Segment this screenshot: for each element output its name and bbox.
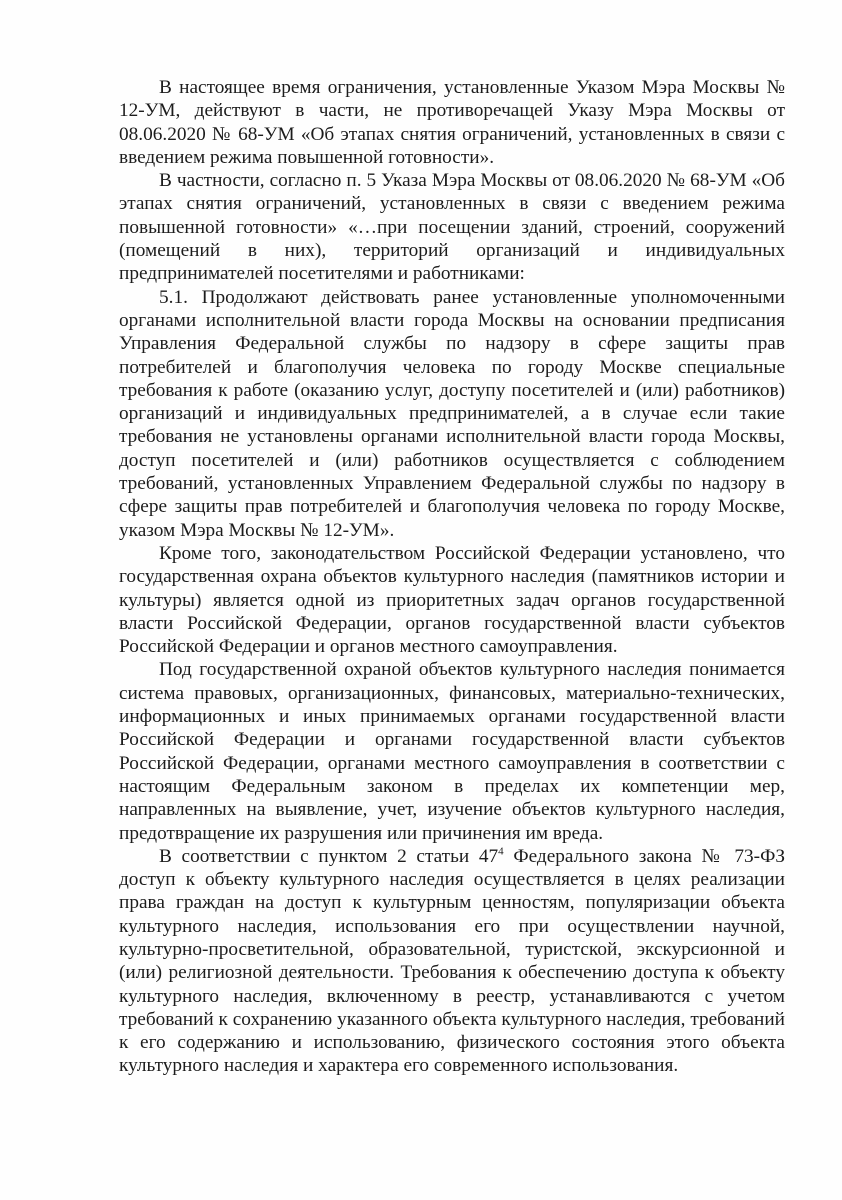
paragraph-access-law-73-rest: Федерального закона № 73-ФЗ доступ к объекту культурного наследия осуществляется в целях реализации права граждан на доступ к культурным ценностям, популяризации объекта культурного наследия, использования его при осуществлении научной, культурно-просветительной, образовательной, туристской, экскурсионной и (или) религиозной деятельности. Требования к обеспечению доступа к объекту культурного наследия, включенному в реестр, устанавливаются с учетом требований к сохранению указанного объекта культурного наследия, требований к его содержанию и использованию, физического состояния этого объекта культурного наследия и характера его современного использования. [119, 845, 785, 1077]
paragraph-state-protection-definition: Под государственной охраной объектов культурного наследия понимается система правовых, организационных, финансовых, материально-технических, информационных и иных принимаемых органами государственной власти Российской Федерации и органами государственной власти субъектов Российской Федерации, органами местного самоуправления в соответствии с настоящим Федеральным законом в пределах их компетенции мер, направленных на выявление, учет, изучение объектов культурного наследия, предотвращение их разрушения или причинения им вреда. [119, 659, 785, 844]
paragraph-access-law-73-start: В соответствии с пунктом 2 статьи 47 [159, 845, 499, 867]
paragraph-heritage-protection: Кроме того, законодательством Российской Федерации установлено, что государственная охрана объектов культурного наследия (памятников истории и культуры) является одной из приоритетных задач органов государственной власти Российской Федерации, органов государственной власти субъектов Российской Федерации и органов местного самоуправления. [119, 542, 785, 658]
paragraph-restrictions: В настоящее время ограничения, установленные Указом Мэра Москвы № 12-УМ, действуют в части, не противоречащей Указу Мэра Москвы от 08.06.2020 № 68-УМ «Об этапах снятия ограничений, установленных в связи с введением режима повышенной готовности». [119, 77, 785, 168]
article-superscript: 4 [498, 845, 504, 858]
paragraph-clause-5-1: 5.1. Продолжают действовать ранее установленные уполномоченными органами исполнительной власти города Москвы на основании предписания Управления Федеральной службы по надзору в сфере защиты прав потребителей и благополучия человека по городу Москве специальные требования к работе (оказанию услуг, доступу посетителей и (или) работников) организаций и индивидуальных предпринимателей, а в случае если такие требования не установлены органами исполнительной власти города Москвы, доступ посетителей и (или) работников осуществляется с соблюдением требований, установленных Управлением Федеральной службы по надзору в сфере защиты прав потребителей и благополучия человека по городу Москве, указом Мэра Москвы № 12-УМ». [119, 286, 785, 541]
paragraph-access-law-73 [119, 845, 785, 1078]
paragraph-decree-68: В частности, согласно п. 5 Указа Мэра Москвы от 08.06.2020 № 68-УМ «Об этапах снятия ограничений, установленных в связи с введением режима повышенной готовности» «…при посещении зданий, строений, сооружений (помещений в них), территорий организаций и индивидуальных предпринимателей посетителями и работниками: [119, 170, 785, 285]
document-body [119, 76, 785, 1078]
